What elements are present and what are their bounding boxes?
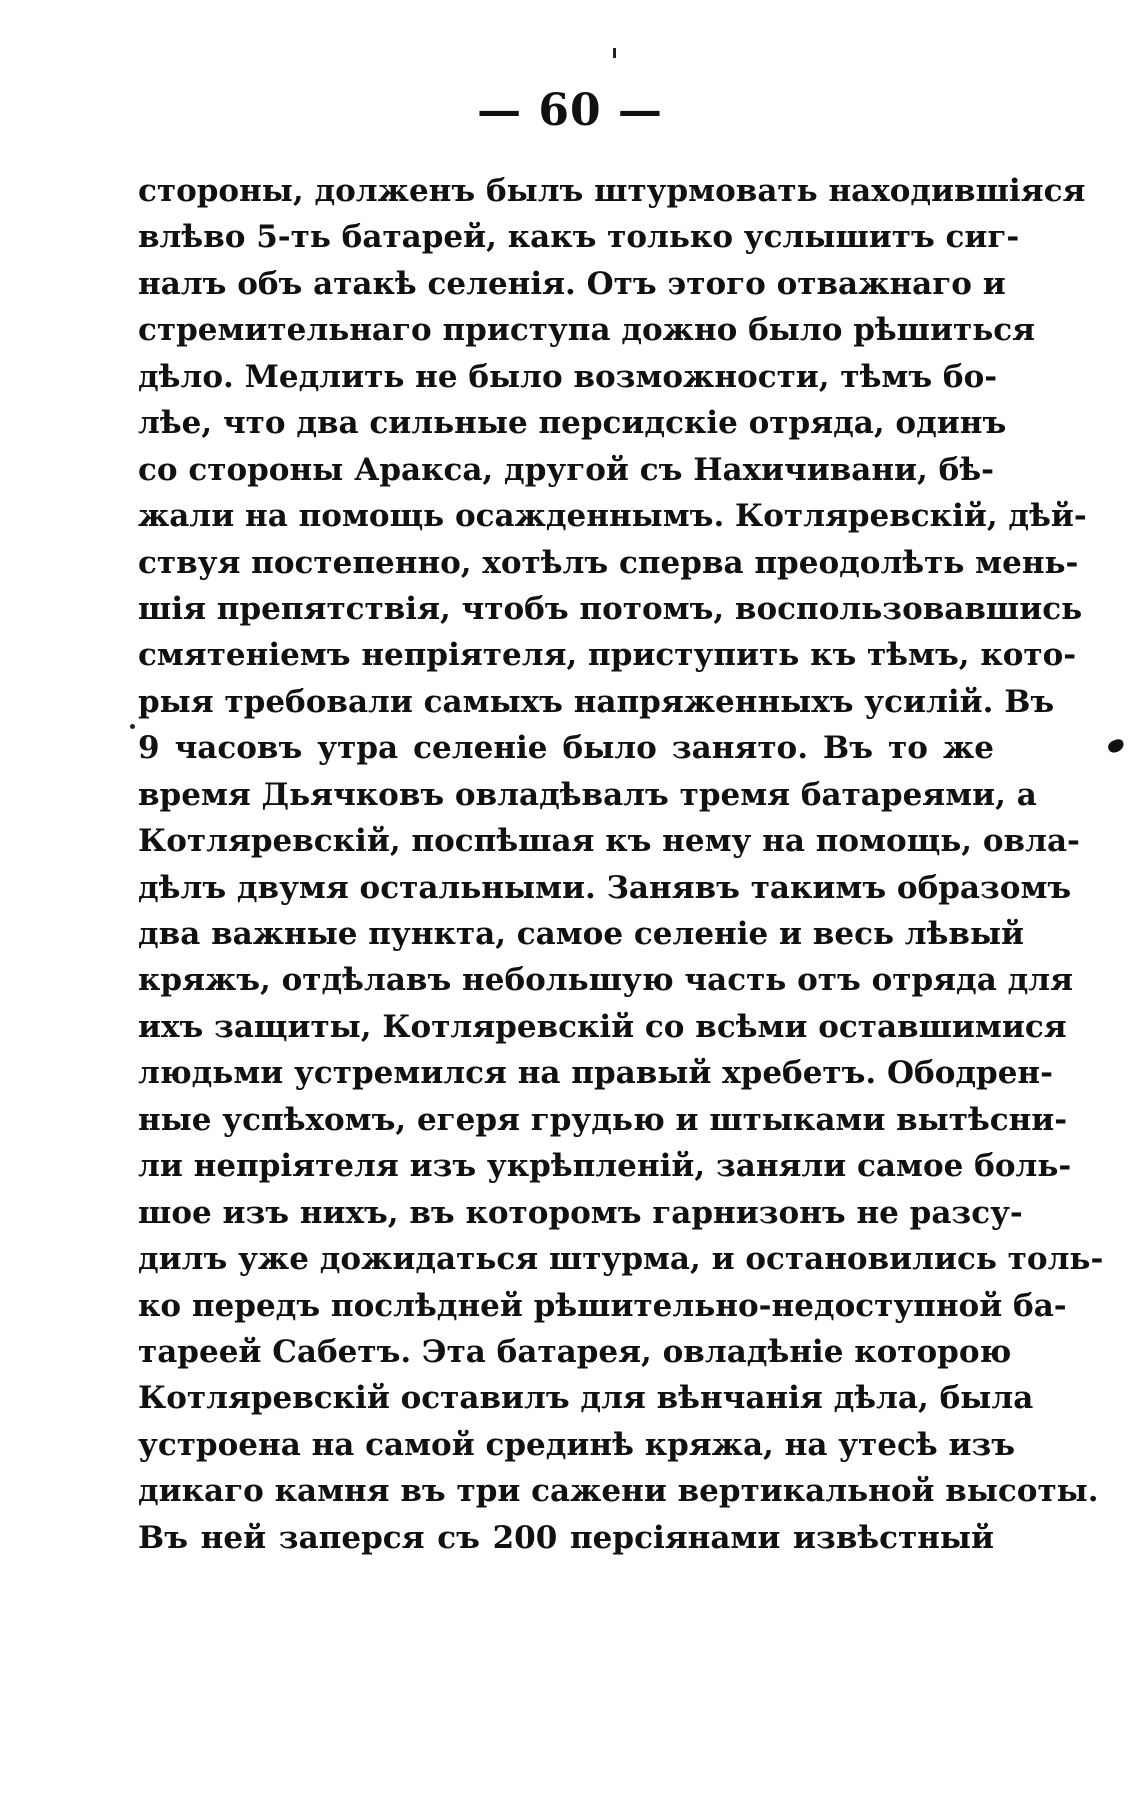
text-line: дѣлъ двумя остальными. Занявъ такимъ образомъ (138, 869, 1072, 906)
text-line: ные успѣхомъ, егеря грудью и штыками вытѣсни- (138, 1101, 1068, 1138)
text-line: людьми устремился на правый хребетъ. Ободрен- (138, 1055, 1053, 1092)
text-line: устроена на самой срединѣ кряжа, на утесѣ изъ (138, 1426, 1016, 1463)
text-line: стороны, долженъ былъ штурмовать находившіяся (138, 173, 1086, 209)
text-line: ствуя постепенно, хотѣлъ сперва преодолѣть мень- (138, 544, 1079, 581)
text-line: со стороны Аракса, другой съ Нахичивани, бѣ- (138, 451, 994, 488)
text-line: рыя требовали самыхъ напряженныхъ усилій. Въ (138, 683, 1055, 720)
text-line: стремительнаго приступа дожно было рѣшиться (138, 312, 1036, 349)
text-line: ко передъ послѣдней рѣшительно-недоступной ба- (138, 1287, 1067, 1324)
text-line: влѣво 5-ть батарей, какъ только услышитъ сиг- (138, 219, 1020, 256)
text-line: время Дьячковъ овладѣвалъ тремя батареями, а (138, 776, 1037, 813)
text-line: Котляревскій оставилъ для вѣнчанія дѣла, была (138, 1380, 1034, 1417)
text-line: кряжъ, отдѣлавъ небольшую часть отъ отряда для (138, 962, 1074, 999)
text-line: налъ объ атакѣ селенія. Отъ этого отважнаго и (138, 265, 1006, 302)
ink-blot (1106, 738, 1125, 755)
text-line: дикаго камня въ три сажени вертикальной высоты. (138, 1473, 1099, 1510)
text-line: шое изъ нихъ, въ которомъ гарнизонъ не разсу- (138, 1194, 1023, 1231)
margin-speck (130, 724, 135, 729)
text-line: смятеніемъ непріятеля, приступить къ тѣмъ, кото- (138, 637, 1077, 674)
text-line: 9 часовъ утра селеніе было занято. Въ то же (138, 730, 994, 767)
print-mark (613, 48, 616, 58)
body-text (138, 168, 1104, 1561)
text-line: ли непріятеля изъ укрѣпленій, заняли самое боль- (138, 1148, 1072, 1185)
text-line: дѣло. Медлить не было возможности, тѣмъ бо- (138, 358, 998, 395)
text-line: Котляревскій, поспѣшая къ нему на помощь, овла- (138, 823, 1080, 860)
text-line: жали на помощь осажденнымъ. Котляревскій, дѣй- (138, 498, 1087, 535)
text-line: тареей Сабетъ. Эта батарея, овладѣніе которою (138, 1333, 1012, 1370)
text-line: дилъ уже дожидаться штурма, и остановились толь- (138, 1241, 1104, 1278)
page-number: — 60 — (477, 85, 663, 136)
text-line: два важные пункта, самое селеніе и весь лѣвый (138, 916, 1025, 952)
text-line: лѣе, что два сильные персидскіе отряда, одинъ (138, 405, 1007, 442)
text-line: Въ ней заперся съ 200 персіянами извѣстный (138, 1519, 994, 1556)
text-line: шія препятствія, чтобъ потомъ, воспользовавшись (138, 590, 1083, 627)
text-line: ихъ защиты, Котляревскій со всѣми оставшимися (138, 1008, 1067, 1045)
